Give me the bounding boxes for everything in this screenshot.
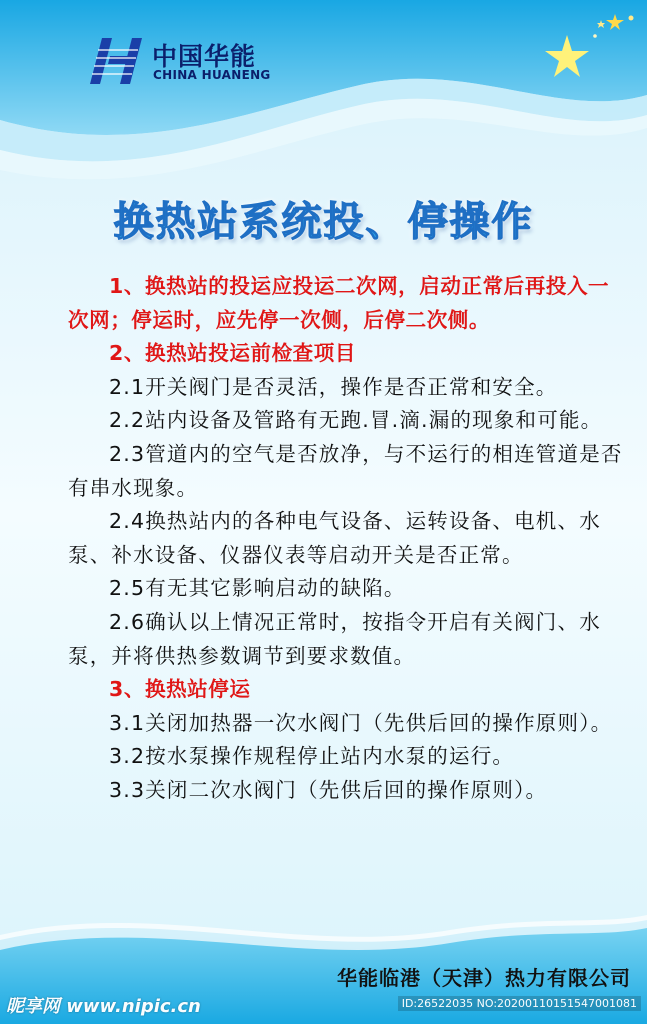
watermark-site: 昵享网 www.nipic.cn [6, 996, 201, 1017]
paragraph-1: 1、换热站的投运应投运二次网，启动正常后再投入一次网；停运时，应先停一次侧，后停二次侧。 [68, 274, 610, 332]
brand-name-cn: 中国华能 [152, 42, 257, 71]
paragraph-2-5: 2.5有无其它影响启动的缺陷。 [109, 576, 406, 601]
heading-3: 3、换热站停运 [109, 677, 251, 702]
stars-decoration-icon [507, 10, 647, 90]
page-title: 换热站系统投、停操作 [113, 199, 534, 245]
paragraph-2-4: 2.4换热站内的各种电气设备、运转设备、电机、水泵、补水设备、仪器仪表等启动开关是否正常。 [68, 509, 601, 567]
brand-name-en: CHINA HUANENG [153, 68, 271, 82]
huaneng-logo-icon [88, 36, 148, 86]
paragraph-2-3: 2.3管道内的空气是否放净，与不运行的相连管道是否有串水现象。 [68, 441, 623, 500]
heading-2: 2、换热站投运前检查项目 [109, 341, 356, 366]
paragraph-2-2: 2.2站内设备及管路有无跑.冒.滴.漏的现象和可能。 [109, 408, 603, 433]
paragraph-3-1: 3.1关闭加热器一次水阀门（先供后回的操作原则）。 [109, 710, 613, 735]
paragraph-3-2: 3.2按水泵操作规程停止站内水泵的运行。 [109, 744, 515, 769]
watermark-id: ID:26522035 NO:20200110151547001081 [398, 996, 641, 1011]
paragraph-2-1: 2.1开关阀门是否灵活，操作是否正常和安全。 [109, 374, 558, 399]
paragraph-2-6: 2.6确认以上情况正常时，按指令开启有关阀门、水泵，并将供热参数调节到要求数值。 [68, 609, 601, 668]
footer-company-name: 华能临港（天津）热力有限公司 [337, 966, 631, 990]
header [0, 0, 647, 170]
procedure-text [68, 270, 623, 808]
paragraph-3-3: 3.3关闭二次水阀门（先供后回的操作原则）。 [109, 777, 548, 802]
